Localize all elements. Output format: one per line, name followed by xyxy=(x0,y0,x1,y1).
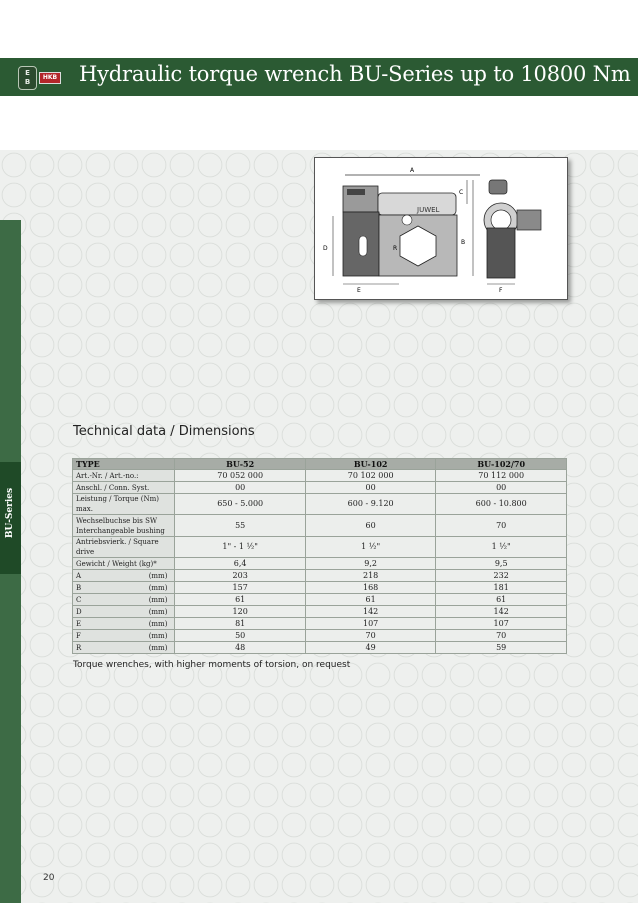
row-label xyxy=(73,642,175,654)
dim-label-b: B xyxy=(461,239,466,246)
value-cell: 81 xyxy=(175,618,305,630)
value-cell: 70 xyxy=(305,630,435,642)
dim-label-r: R xyxy=(393,245,398,252)
value-cell: 50 xyxy=(175,630,305,642)
value-cell: 55 xyxy=(175,515,305,537)
value-cell: 70 102 000 xyxy=(305,470,435,482)
value-cell: 1 ½" xyxy=(305,537,435,558)
logo-letter-b: B xyxy=(24,77,31,86)
dim-label-a: A xyxy=(410,167,415,174)
table-header-row xyxy=(73,459,567,470)
table-row xyxy=(73,618,567,630)
table-row xyxy=(73,642,567,654)
table-row xyxy=(73,494,567,515)
value-cell: 120 xyxy=(175,606,305,618)
dim-label-d: D xyxy=(323,245,328,252)
dim-label-f: F xyxy=(499,287,503,294)
row-label-text: Anschl. / Conn. Syst. xyxy=(76,483,150,492)
table-row xyxy=(73,515,567,537)
page-number: 20 xyxy=(43,873,55,883)
row-label-text: R xyxy=(76,643,82,652)
value-cell: 157 xyxy=(175,582,305,594)
section-title: Technical data / Dimensions xyxy=(73,424,255,439)
value-cell: 00 xyxy=(436,482,567,494)
value-cell: 9,2 xyxy=(305,558,435,570)
footnote: Torque wrenches, with higher moments of torsion, on request xyxy=(73,660,351,670)
dim-label-e: E xyxy=(357,287,361,294)
header-cell-type: TYPE xyxy=(73,459,175,470)
row-label-text: Wechselbuchse bis SW Interchangeable bushing xyxy=(76,516,165,535)
row-label-text: Art.-Nr. / Art.-no.: xyxy=(76,471,139,480)
row-label xyxy=(73,515,175,537)
table-row xyxy=(73,570,567,582)
value-cell: 600 - 9.120 xyxy=(305,494,435,515)
row-label-text: C xyxy=(76,595,82,604)
row-unit: (mm) xyxy=(148,619,168,628)
table-row xyxy=(73,582,567,594)
table-row xyxy=(73,482,567,494)
value-cell: 1" - 1 ½" xyxy=(175,537,305,558)
value-cell: 168 xyxy=(305,582,435,594)
table-row xyxy=(73,630,567,642)
drawing-brand: JUWEL xyxy=(417,206,440,214)
table-row xyxy=(73,470,567,482)
header-cell-bu102: BU-102 xyxy=(305,459,435,470)
row-label-text: Leistung / Torque (Nm) max. xyxy=(76,495,160,513)
row-unit: (mm) xyxy=(148,595,168,604)
row-label-text: D xyxy=(76,607,82,616)
value-cell: 49 xyxy=(305,642,435,654)
row-label xyxy=(73,494,175,515)
value-cell: 107 xyxy=(305,618,435,630)
value-cell: 107 xyxy=(436,618,567,630)
value-cell: 181 xyxy=(436,582,567,594)
side-tab-label-box xyxy=(0,462,21,574)
row-label xyxy=(73,582,175,594)
value-cell: 70 112 000 xyxy=(436,470,567,482)
row-unit: (mm) xyxy=(148,607,168,616)
row-label xyxy=(73,606,175,618)
row-label xyxy=(73,537,175,558)
logo-badge: HKB xyxy=(39,72,61,84)
table-body xyxy=(73,470,567,654)
row-label-text: B xyxy=(76,583,82,592)
row-unit: (mm) xyxy=(148,571,168,580)
technical-drawing xyxy=(314,157,568,300)
logo-hexagon xyxy=(18,66,37,90)
value-cell: 6,4 xyxy=(175,558,305,570)
value-cell: 61 xyxy=(305,594,435,606)
value-cell: 61 xyxy=(436,594,567,606)
table-row xyxy=(73,558,567,570)
dim-label-c: C xyxy=(459,189,464,196)
side-tab-label: BU-Series xyxy=(5,487,15,539)
header-cell-bu52: BU-52 xyxy=(175,459,305,470)
value-cell: 59 xyxy=(436,642,567,654)
value-cell: 218 xyxy=(305,570,435,582)
value-cell: 9,5 xyxy=(436,558,567,570)
wrench-drawing-svg xyxy=(315,158,567,299)
header-cell-bu102-70: BU-102/70 xyxy=(436,459,567,470)
row-unit: (mm) xyxy=(148,631,168,640)
table-row xyxy=(73,594,567,606)
logo-letter-e: E xyxy=(25,68,30,77)
table-row xyxy=(73,537,567,558)
value-cell: 232 xyxy=(436,570,567,582)
value-cell: 142 xyxy=(305,606,435,618)
value-cell: 70 xyxy=(436,515,567,537)
row-label xyxy=(73,570,175,582)
value-cell: 650 - 5.000 xyxy=(175,494,305,515)
value-cell: 1 ½" xyxy=(436,537,567,558)
row-label-text: F xyxy=(76,631,81,640)
table-row xyxy=(73,606,567,618)
row-label-text: A xyxy=(76,571,82,580)
value-cell: 70 052 000 xyxy=(175,470,305,482)
row-label xyxy=(73,618,175,630)
row-label xyxy=(73,558,175,570)
row-label-text: Antriebsvierk. / Square drive xyxy=(76,538,159,556)
value-cell: 60 xyxy=(305,515,435,537)
row-unit: (mm) xyxy=(148,643,168,652)
value-cell: 142 xyxy=(436,606,567,618)
value-cell: 70 xyxy=(436,630,567,642)
row-label xyxy=(73,470,175,482)
value-cell: 203 xyxy=(175,570,305,582)
page-title: Hydraulic torque wrench BU-Series up to 10800 Nm xyxy=(79,62,631,86)
value-cell: 48 xyxy=(175,642,305,654)
row-label xyxy=(73,594,175,606)
value-cell: 61 xyxy=(175,594,305,606)
row-label-text: E xyxy=(76,619,82,628)
company-logo xyxy=(18,64,62,91)
row-label xyxy=(73,630,175,642)
row-unit: (mm) xyxy=(148,583,168,592)
value-cell: 600 - 10.800 xyxy=(436,494,567,515)
value-cell: 00 xyxy=(175,482,305,494)
row-label xyxy=(73,482,175,494)
value-cell: 00 xyxy=(305,482,435,494)
technical-data-table xyxy=(72,458,567,654)
row-label-text: Gewicht / Weight (kg)* xyxy=(76,559,157,568)
